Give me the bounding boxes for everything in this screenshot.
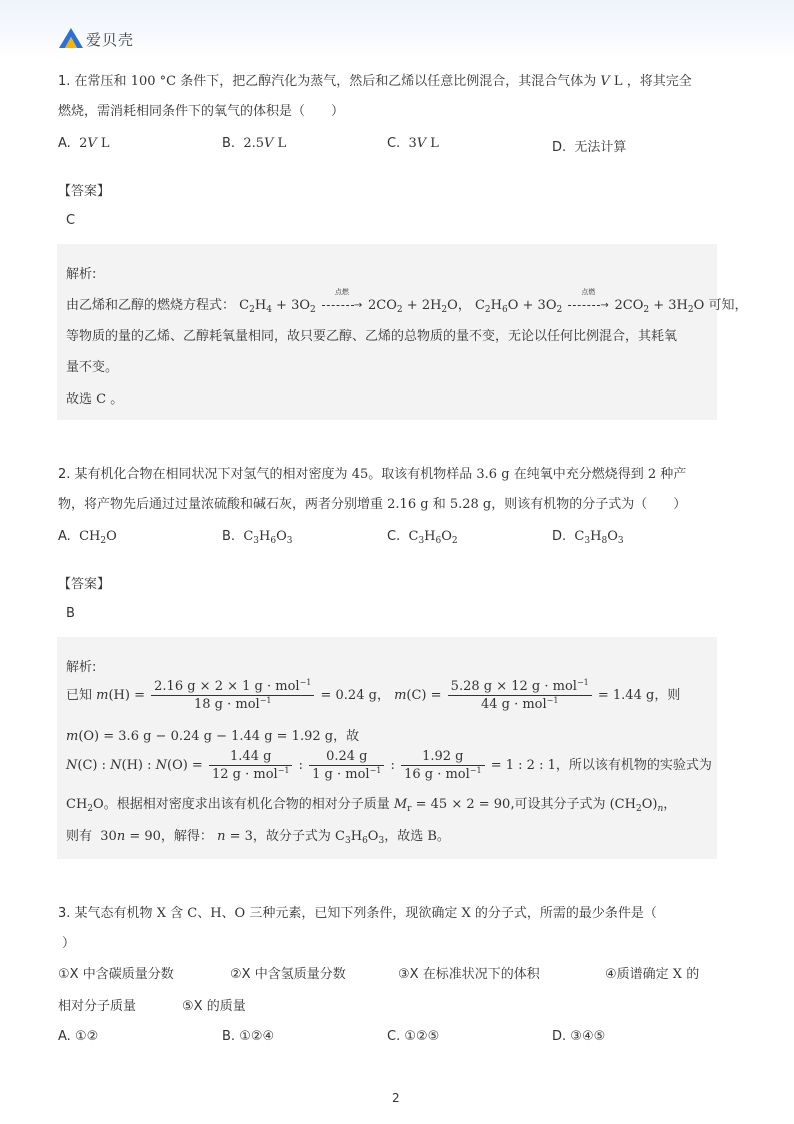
q2-analysis-line-1: 已知 m(H) = $\frac{2.16 g \times 2 \times 1 g \cdot mol^{-1}}{18 g \cdot mol^{-1}}$ = 0.24 g， m(C) = $\frac{5.28 g \times 12 g \cdot mol^{-1}}{44 g \cdot mol^{-1}}$ = 1.44 g，则 bbox=[66, 678, 681, 712]
q3-condition-1: ①X 中含碳质量分数 bbox=[58, 967, 174, 982]
q2-option-a: A. $CH_2O$ bbox=[58, 529, 117, 546]
q1-option-c: C. 3V L bbox=[387, 136, 439, 151]
q3-option-a: A. ①② bbox=[58, 1029, 99, 1044]
q2-option-d: D. $C_3H_8O_3$ bbox=[552, 529, 624, 546]
brand-logo-icon bbox=[58, 27, 84, 49]
q2-analysis-line-2: m(O) = 3.6 g − 0.24 g − 1.44 g = 1.92 g，故 bbox=[66, 729, 360, 744]
q2-option-c: C. $C_3H_6O_2$ bbox=[387, 529, 458, 546]
q3-option-c: C. ①②⑤ bbox=[387, 1029, 440, 1044]
q2-answer-label: 【答案】 bbox=[58, 577, 111, 592]
q3-option-b: B. ①②④ bbox=[222, 1029, 275, 1044]
q3-condition-5: ⑤X 的质量 bbox=[182, 999, 246, 1014]
q1-line-2: 燃烧，需消耗相同条件下的氧气的体积是（ ） bbox=[58, 104, 345, 119]
q1-analysis-line-4: 故选 C 。 bbox=[66, 392, 124, 407]
q1-answer: C bbox=[66, 213, 76, 228]
q3-condition-4-cont: 相对分子质量 bbox=[58, 999, 137, 1014]
q3-option-d: D. ③④⑤ bbox=[552, 1029, 606, 1044]
q1-option-d: D. 无法计算 bbox=[552, 140, 627, 155]
q3-line-2: ） bbox=[62, 936, 76, 951]
q1-line-1: 1. 在常压和 100 °C 条件下，把乙醇汽化为蒸气，然后和乙烯以任意比例混合，其混合气体为 V L ，将其完全 bbox=[58, 74, 692, 89]
q3-condition-2: ②X 中含氢质量分数 bbox=[230, 967, 346, 982]
q3-line-1: 3. 某气态有机物 X 含 C、H、O 三种元素，已知下列条件，现欲确定 X 的分子式，所需的最少条件是（ bbox=[58, 906, 657, 921]
q1-option-a: A. 2V L bbox=[58, 136, 110, 151]
q2-analysis-title: 解析: bbox=[66, 660, 97, 675]
q2-analysis-line-5: 则有 30n = 90，解得： n = 3，故分子式为 $C_3H_6O_3$，故选 B。 bbox=[66, 829, 450, 846]
q1-analysis-line-2: 等物质的量的乙烯、乙醇耗氧量相同，故只要乙醇、乙烯的总物质的量不变，无论以任何比例混合，其耗氧 bbox=[66, 329, 678, 344]
q2-line-1: 2. 某有机化合物在相同状况下对氢气的相对密度为 45。取该有机物样品 3.6 g 在纯氧中充分燃烧得到 2 种产 bbox=[58, 467, 687, 482]
q2-analysis-line-3: N(C) : N(H) : N(O) = $\frac{1.44 g}{12 g \cdot mol^{-1}}$ : $\frac{0.24 g}{1 g \cdot mol^{-1}}$ : $\frac{1.92 g}{16 g \cdot mol^{-1}}$ = 1 : 2 : 1，所以该有机物的实验式为 bbox=[66, 749, 712, 782]
q1-answer-label: 【答案】 bbox=[58, 184, 111, 199]
q2-option-b: B. $C_3H_6O_3$ bbox=[222, 529, 293, 546]
q3-condition-4: ④质谱确定 X 的 bbox=[605, 967, 700, 982]
q1-option-b: B. 2.5V L bbox=[222, 136, 287, 151]
q2-line-2: 物，将产物先后通过过量浓硫酸和碱石灰，两者分别增重 2.16 g 和 5.28 g，则该有机物的分子式为（ ） bbox=[58, 497, 687, 512]
brand-name: 爱贝壳 bbox=[86, 31, 135, 49]
q2-analysis-line-4: $CH_2O$。根据相对密度求出该有机化合物的相对分子质量 $M_r = 45 \times 2 = 90$,可设其分子式为 $(CH_2O)_n$， bbox=[66, 797, 677, 814]
q1-analysis-line-3: 量不变。 bbox=[66, 360, 119, 375]
q1-analysis-title: 解析: bbox=[66, 267, 97, 282]
q2-answer: B bbox=[66, 606, 75, 621]
q1-analysis-line-1: 由乙烯和乙醇的燃烧方程式： $C_2H_4 + 3O_2$ 点燃 → $2CO_2 + 2H_2O$， $C_2H_6O + 3O_2$ 点燃 → $2CO_2 + 3H_2O$ 可知， bbox=[66, 288, 748, 315]
page-number: 2 bbox=[392, 1091, 400, 1105]
q3-condition-3: ③X 在标准状况下的体积 bbox=[398, 967, 540, 982]
